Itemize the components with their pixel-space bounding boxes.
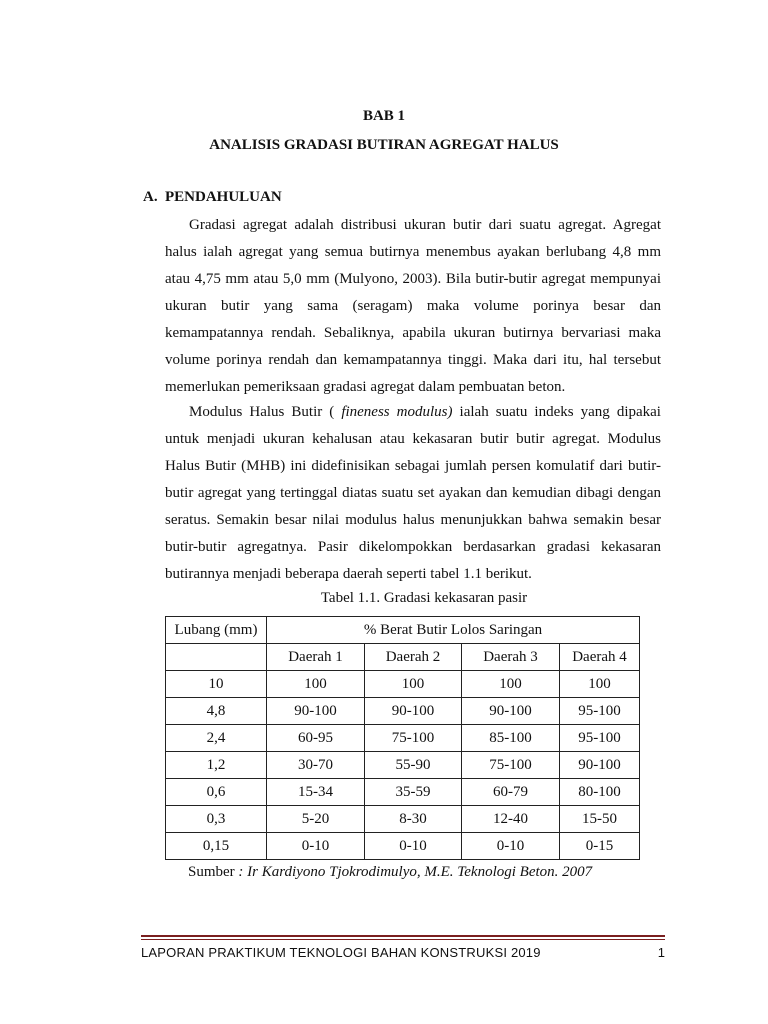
table-cell: 85-100 — [462, 725, 560, 752]
gradasi-table — [165, 616, 640, 860]
table-row — [166, 698, 640, 725]
footer-report-title: LAPORAN PRAKTIKUM TEKNOLOGI BAHAN KONSTRUKSI 2019 — [141, 945, 541, 960]
table-cell: 60-79 — [462, 779, 560, 806]
table-cell: 0,6 — [166, 779, 267, 806]
table-cell: 90-100 — [365, 698, 462, 725]
chapter-title: ANALISIS GRADASI BUTIRAN AGREGAT HALUS — [209, 137, 559, 153]
table-caption: Tabel 1.1. Gradasi kekasaran pasir — [320, 590, 528, 606]
table-row — [166, 806, 640, 833]
table-cell: 4,8 — [166, 698, 267, 725]
table-cell: 95-100 — [560, 725, 640, 752]
table-cell: 0-10 — [462, 833, 560, 860]
table-cell: 12-40 — [462, 806, 560, 833]
table-cell: 35-59 — [365, 779, 462, 806]
table-cell: 55-90 — [365, 752, 462, 779]
table-row — [166, 779, 640, 806]
table-cell: 80-100 — [560, 779, 640, 806]
table-cell: 15-50 — [560, 806, 640, 833]
table-cell: 0-10 — [267, 833, 365, 860]
table-cell: 15-34 — [267, 779, 365, 806]
header-daerah-2: Daerah 2 — [365, 644, 462, 671]
table-cell: 8-30 — [365, 806, 462, 833]
table-cell: 90-100 — [462, 698, 560, 725]
table-cell: 10 — [166, 671, 267, 698]
paragraph-modulus-text: ialah suatu indeks yang dipakai untuk menjadi ukuran kehalusan atau kekasaran butir butir agregat. Modulus Halus Butir (MHB) ini didefinisikan sebagai jumlah persen komulatif dari butir-butir agregat yang tertinggal diatas suatu set ayakan dan kemudian dibagi dengan seratus. Semakin besar nilai modulus halus menunjukkan bahwa semakin besar butir-butir agregatnya. Pasir dikelompokkan berdasarkan gradasi kekasaran butirannya menjadi beberapa daerah seperti tabel 1.1 berikut. — [165, 404, 661, 582]
section-heading — [143, 189, 282, 206]
table-cell: 95-100 — [560, 698, 640, 725]
table-header-row — [166, 617, 640, 644]
table-cell: 30-70 — [267, 752, 365, 779]
table-cell: 100 — [560, 671, 640, 698]
header-daerah-4: Daerah 4 — [560, 644, 640, 671]
source-citation: : Ir Kardiyono Tjokrodimulyo, M.E. Teknologi Beton. 2007 — [238, 864, 593, 880]
page-number: 1 — [657, 945, 665, 960]
table-subheader-row — [166, 644, 640, 671]
header-berat-butir: % Berat Butir Lolos Saringan — [267, 617, 640, 644]
table-cell: 0,3 — [166, 806, 267, 833]
table-cell: 5-20 — [267, 806, 365, 833]
section-title: PENDAHULUAN — [165, 189, 282, 205]
table-row — [166, 725, 640, 752]
table-source — [188, 864, 592, 881]
paragraph-modulus — [165, 399, 661, 588]
table-cell: 100 — [462, 671, 560, 698]
table-cell: 100 — [267, 671, 365, 698]
table-cell: 100 — [365, 671, 462, 698]
paragraph-gradasi — [165, 212, 661, 401]
header-daerah-3: Daerah 3 — [462, 644, 560, 671]
source-label: Sumber — [188, 864, 239, 880]
table-cell: 2,4 — [166, 725, 267, 752]
chapter-number: BAB 1 — [362, 108, 406, 124]
paragraph-modulus-term: fineness modulus) — [341, 404, 453, 420]
section-letter: A. — [143, 189, 158, 205]
table-cell: 75-100 — [462, 752, 560, 779]
footer-rule — [141, 935, 665, 937]
table-cell: 0,15 — [166, 833, 267, 860]
table-row — [166, 833, 640, 860]
table-cell: 0-10 — [365, 833, 462, 860]
table-cell: 0-15 — [560, 833, 640, 860]
paragraph-gradasi-text: Gradasi agregat adalah distribusi ukuran butir dari suatu agregat. Agregat halus ialah agregat yang semua butirnya menembus ayakan berlubang 4,8 mm atau 4,75 mm atau 5,0 mm (Mulyono, 2003). Bila butir-butir agregat mempunyai ukuran butir yang sama (seragam) maka volume porinya besar dan kemampatannya rendah. Sebaliknya, apabila ukuran butirnya bervariasi maka volume porinya rendah dan kemampatannya tinggi. Maka dari itu, hal tersebut memerlukan pemeriksaan gradasi agregat dalam pembuatan beton. — [165, 217, 661, 395]
table-cell: 90-100 — [560, 752, 640, 779]
table-row — [166, 752, 640, 779]
header-lubang: Lubang (mm) — [166, 617, 267, 644]
header-empty — [166, 644, 267, 671]
table-cell: 75-100 — [365, 725, 462, 752]
table-cell: 60-95 — [267, 725, 365, 752]
header-daerah-1: Daerah 1 — [267, 644, 365, 671]
table-cell: 1,2 — [166, 752, 267, 779]
table-row — [166, 671, 640, 698]
paragraph-modulus-lead: Modulus Halus Butir ( — [189, 404, 342, 420]
table-cell: 90-100 — [267, 698, 365, 725]
footer-rule-thin — [141, 939, 665, 940]
